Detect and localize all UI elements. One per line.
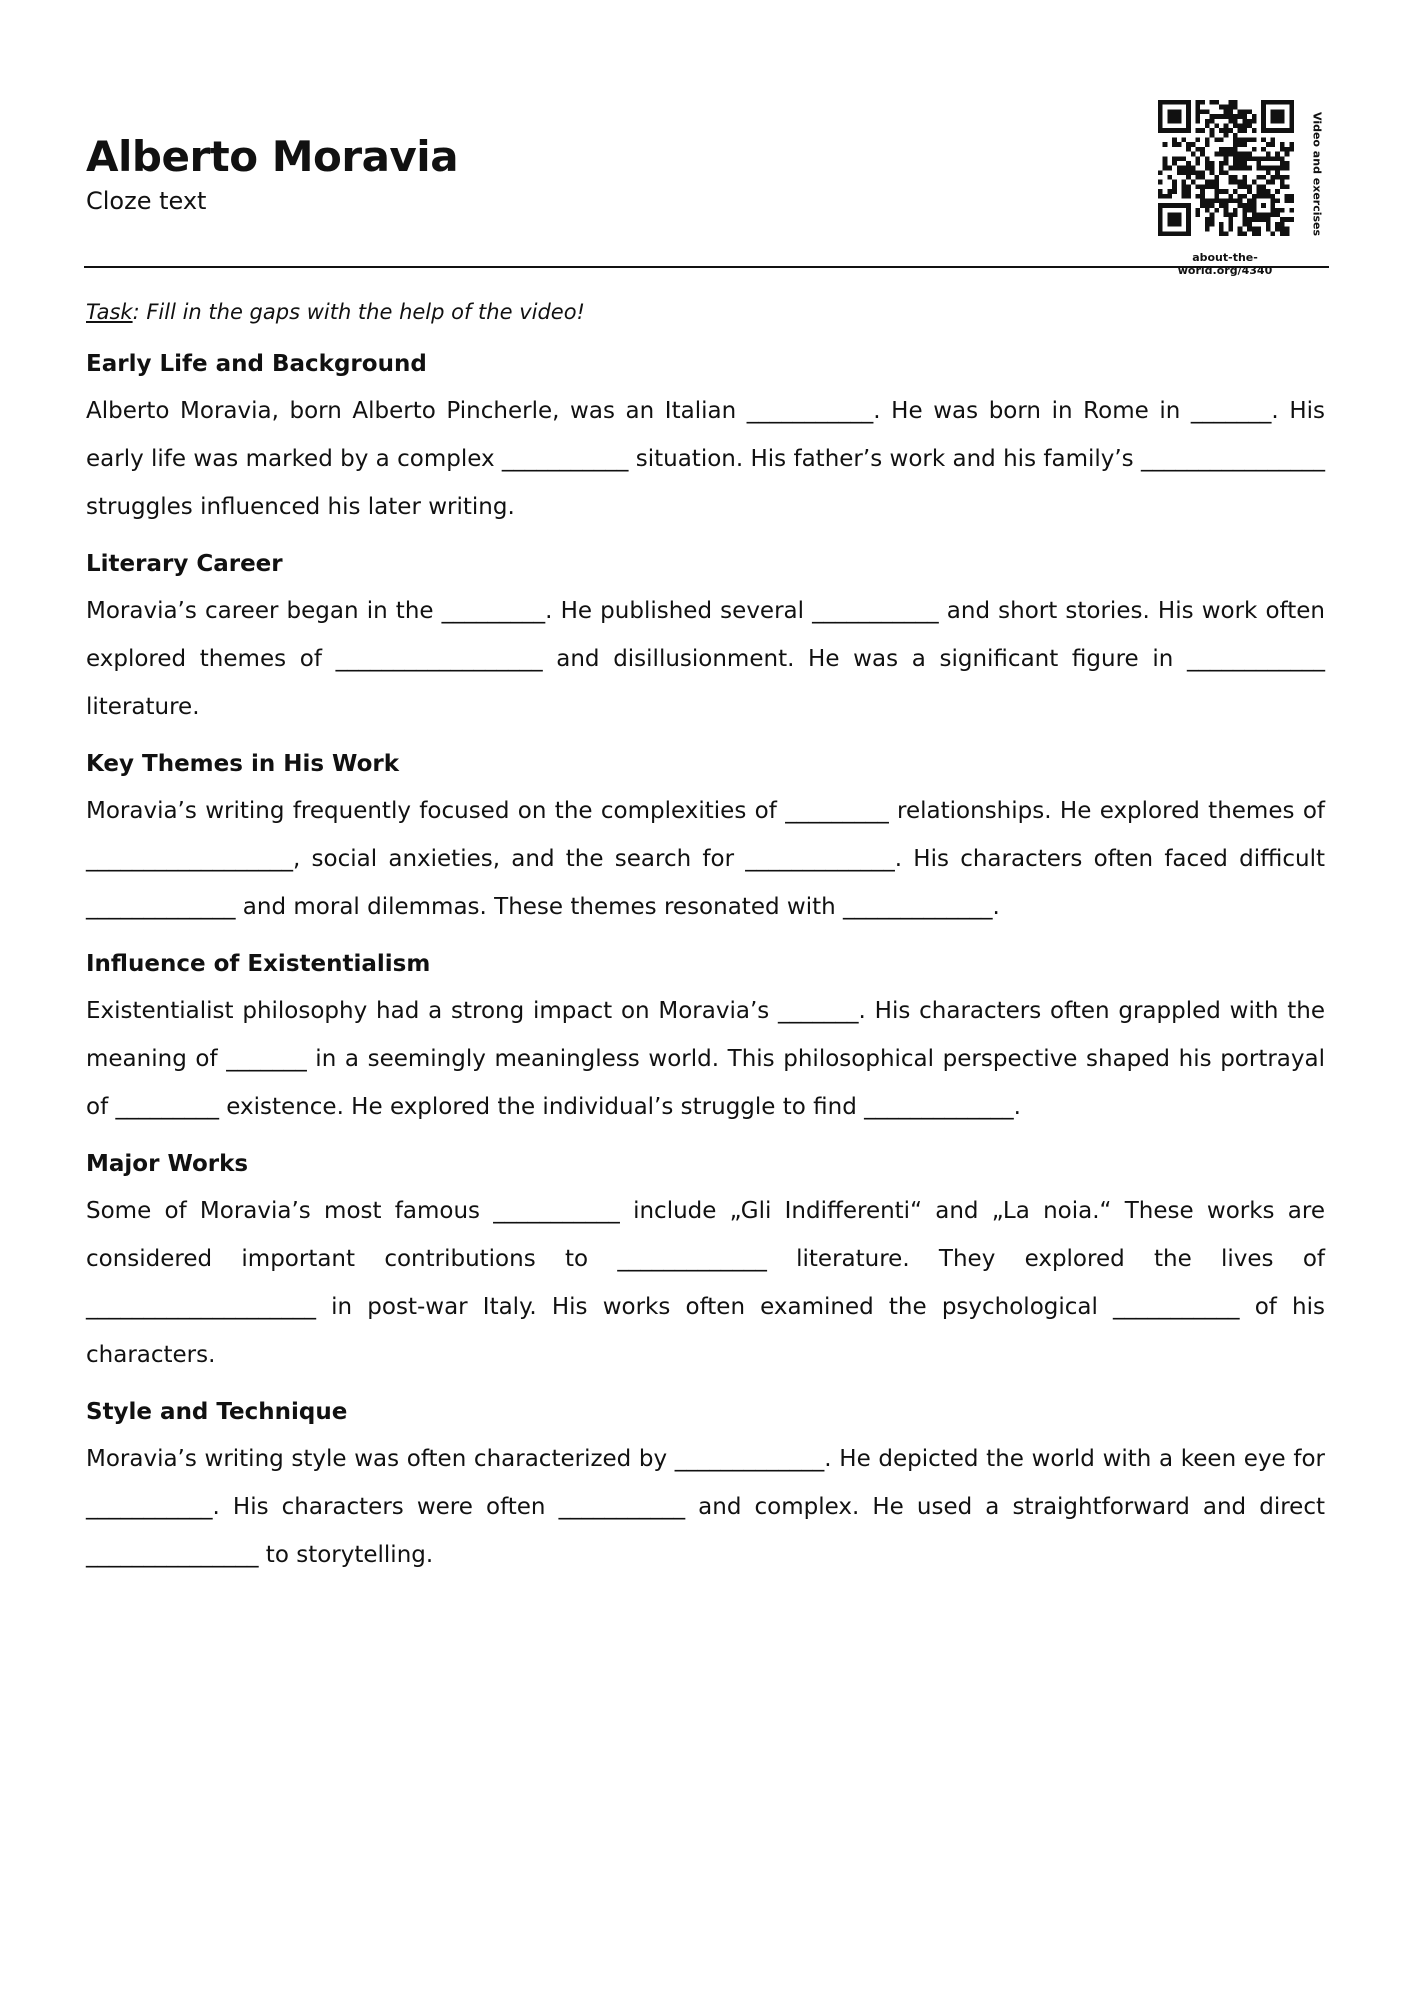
section-literary-career — [86, 547, 1325, 731]
task-label: Task — [86, 300, 133, 324]
section-existentialism — [86, 947, 1325, 1131]
section-early-life — [86, 347, 1325, 531]
section-heading: Style and Technique — [86, 1399, 348, 1425]
section-heading: Key Themes in His Work — [86, 751, 400, 777]
task-instruction — [86, 297, 1325, 327]
section-heading: Influence of Existentialism — [86, 951, 431, 977]
qr-code-icon — [1158, 100, 1294, 236]
section-paragraph: Existentialist philosophy had a strong impact on Moravia’s _______. His characters often grappled with the meaning of _______ in a seemingly meaningless world. This philosophical perspective shaped his portrayal of _________ existence. He explored the individual’s struggle to find _____________. — [86, 998, 1325, 1120]
section-heading: Early Life and Background — [86, 351, 427, 377]
section-paragraph: Moravia’s writing frequently focused on the complexities of _________ relationships. He explored themes of __________________, social anxieties, and the search for _____________. His characters often faced difficult _____________ and moral dilemmas. These themes resonated with _____________. — [86, 798, 1325, 920]
page-subtitle: Cloze text — [86, 187, 207, 215]
page-title: Alberto Moravia — [86, 132, 459, 181]
section-style-technique — [86, 1395, 1325, 1579]
worksheet-body — [86, 297, 1325, 1595]
section-heading: Literary Career — [86, 551, 283, 577]
section-heading: Major Works — [86, 1151, 249, 1177]
section-paragraph: Some of Moravia’s most famous ___________ include „Gli Indifferenti“ and „La noia.“ These works are considered important contributions to _____________ literature. They explored the lives of ____________________ in post-war Italy. His works often examined the psychological ___________ of his characters. — [86, 1198, 1325, 1368]
section-paragraph: Moravia’s writing style was often characterized by _____________. He depicted the world with a keen eye for ___________. His characters were often ___________ and complex. He used a straightforward and direct _______________ to storytelling. — [86, 1446, 1325, 1568]
side-label-text: Video and exercises — [1310, 112, 1324, 237]
side-label — [1305, 112, 1329, 237]
section-key-themes — [86, 747, 1325, 931]
header-divider — [84, 266, 1329, 268]
source-url: about-the-world.org/4340 — [1177, 251, 1273, 277]
task-text: : Fill in the gaps with the help of the video! — [132, 300, 585, 324]
section-paragraph: Moravia’s career began in the _________. He published several ___________ and short stories. His work often explored themes of __________________ and disillusionment. He was a significant figure in ____________ literature. — [86, 598, 1325, 720]
section-paragraph: Alberto Moravia, born Alberto Pincherle, was an Italian ___________. He was born in Rome in _______. His early life was marked by a complex ___________ situation. His father’s work and his family’s ________________ struggles influenced his later writing. — [86, 398, 1325, 520]
section-major-works — [86, 1147, 1325, 1379]
